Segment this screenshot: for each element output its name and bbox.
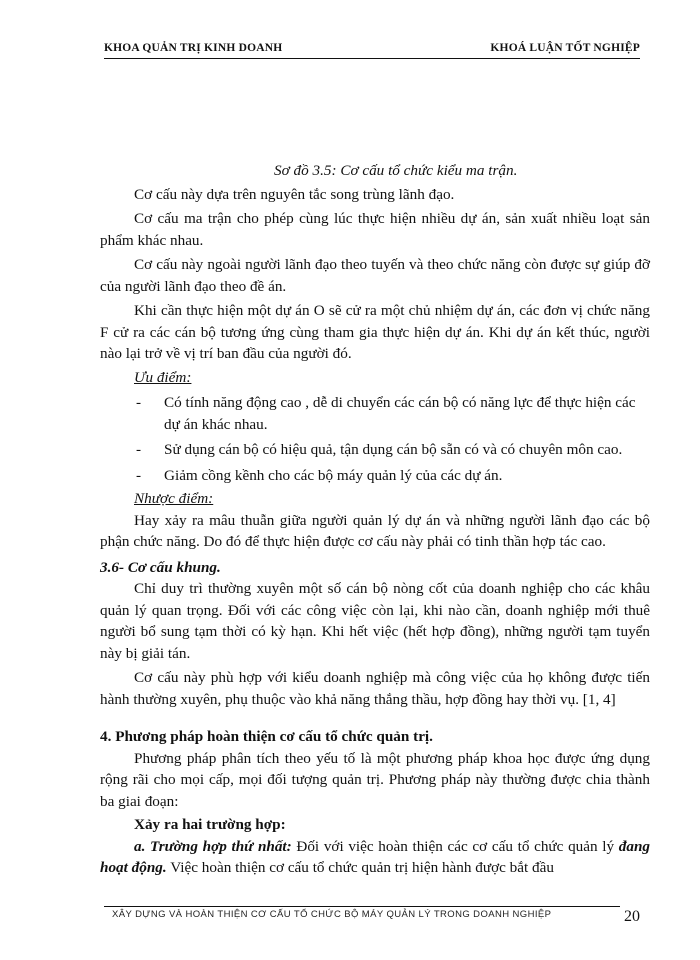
advantage-text: Giảm cồng kềnh cho các bộ máy quản lý của các dự án. <box>164 466 503 484</box>
advantage-item-1 <box>100 392 650 435</box>
sub-heading: Xảy ra hai trường hợp: <box>134 816 286 833</box>
advantages-label: Ưu điểm: <box>134 368 192 386</box>
document-body <box>100 160 650 879</box>
footer-title: XÂY DỰNG VÀ HOÀN THIỆN CƠ CẤU TỔ CHỨC BỘ MÁY QUẢN LÝ TRONG DOANH NGHIỆP <box>112 909 552 920</box>
paragraph-4: Khi cần thực hiện một dự án O sẽ cử ra một chủ nhiệm dự án, các đơn vị chức năng F cử ra các cán bộ tương ứng cùng tham gia thực hiện dự án. Khi dự án kết thúc, người nào lại trở về vị trí ban đầu của người đó. <box>100 302 650 362</box>
paragraph-2: Cơ cấu ma trận cho phép cùng lúc thực hiện nhiều dự án, sản xuất nhiều loạt sản phẩm khác nhau. <box>100 210 650 249</box>
advantage-item-2 <box>100 439 650 461</box>
paragraph-7: Cơ cấu này phù hợp với kiểu doanh nghiệp mà công việc của họ không được tiến hành thường xuyên, phụ thuộc vào khả năng thắng thầu, hợp đồng hay thời vụ. [1, 4] <box>100 669 650 708</box>
figure-caption: Sơ đồ 3.5: Cơ cấu tổ chức kiểu ma trận. <box>274 162 518 179</box>
dash-bullet: - <box>136 394 142 411</box>
advantage-text: Sử dụng cán bộ có hiệu quả, tận dụng cán bộ sẵn có và có chuyên môn cao. <box>164 441 623 458</box>
case-a-emphasis: đang hoạt động. <box>100 837 650 876</box>
section-4-heading: 4. Phương pháp hoàn thiện cơ cấu tổ chức quản trị. <box>100 728 433 745</box>
paragraph-1: Cơ cấu này dựa trên nguyên tắc song trùng lãnh đạo. <box>134 185 455 203</box>
paragraph-case-a <box>100 836 650 879</box>
section-3-6-heading: 3.6- Cơ cấu khung. <box>100 558 221 576</box>
paragraph-3: Cơ cấu này ngoài người lãnh đạo theo tuyến và theo chức năng còn được sự giúp đỡ của người lãnh đạo theo đề án. <box>100 256 650 295</box>
case-a-text-1: Đối với việc hoàn thiện các cơ cấu tổ chức quản lý <box>291 837 619 855</box>
case-a-lead: a. Trường hợp thứ nhất: <box>134 837 292 855</box>
page-number: 20 <box>624 908 640 925</box>
dash-bullet: - <box>136 441 142 458</box>
header-divider <box>104 58 640 59</box>
header-faculty: KHOA QUẢN TRỊ KINH DOANH <box>104 42 283 54</box>
header-thesis-label: KHOÁ LUẬN TỐT NGHIỆP <box>490 42 640 54</box>
disadvantages-label: Nhược điểm: <box>134 490 214 507</box>
paragraph-6: Chỉ duy trì thường xuyên một số cán bộ nòng cốt của doanh nghiệp cho các khâu quản lý quan trọng. Đối với các công việc còn lại, khi nào cần, doanh nghiệp mới thuê người bổ sung tạm thời có kỳ hạn. Khi hết việc (hết hợp đồng), những người tạm tuyển này bị giải tán. <box>100 580 650 662</box>
advantage-item-3 <box>100 465 650 487</box>
paragraph-5: Hay xảy ra mâu thuẫn giữa người quản lý dự án và những người lãnh đạo các bộ phận chức năng. Do đó để thực hiện được cơ cấu này phải có tinh thần hợp tác cao. <box>100 511 650 550</box>
paragraph-8: Phương pháp phân tích theo yếu tố là một phương pháp khoa học được ứng dụng rộng rãi cho mọi cấp, mọi đối tượng quản trị. Phương pháp này thường được chia thành ba giai đoạn: <box>100 749 650 810</box>
dash-bullet: - <box>136 466 142 484</box>
page-header <box>104 40 640 56</box>
footer-divider <box>104 906 620 907</box>
case-a-text-2: Việc hoàn thiện cơ cấu tổ chức quản trị hiện hành được bắt đầu <box>166 859 554 876</box>
advantage-text: Có tính năng động cao , dễ di chuyển các cán bộ có năng lực để thực hiện các dự án khác nhau. <box>164 394 636 433</box>
